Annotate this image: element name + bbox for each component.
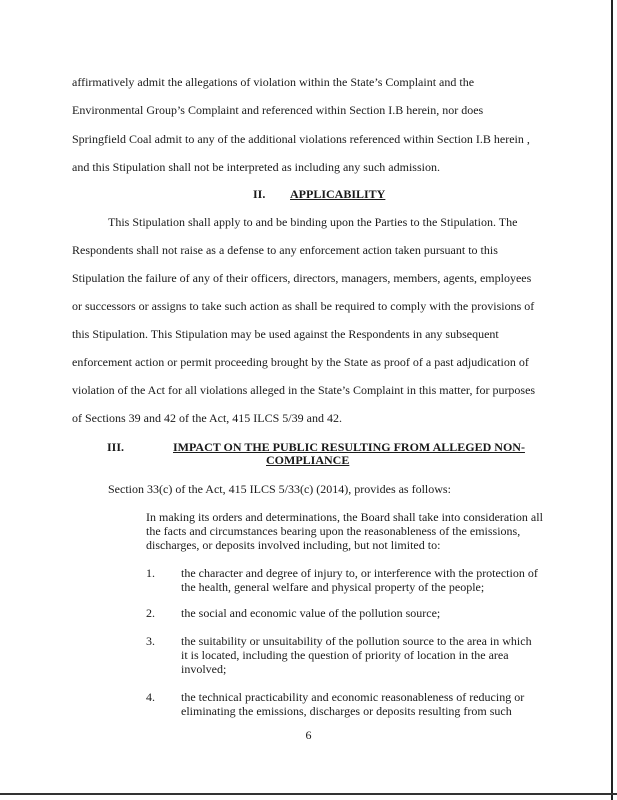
list-item-text: the technical practicability and economic reasonableness of reducing or eliminating the emissions, discharges or deposits resulting from such	[181, 690, 525, 718]
scan-edge-bottom	[0, 793, 617, 795]
paragraph-line: and this Stipulation shall not be interpreted as including any such admission.	[72, 160, 440, 174]
list-item-text: the social and economic value of the pollution source;	[181, 606, 441, 620]
section-iii-title-line2: COMPLIANCE	[266, 453, 350, 467]
section-iii-title-line1: IMPACT ON THE PUBLIC RESULTING FROM ALLEGED NON-	[173, 440, 525, 454]
paragraph-line: Respondents shall not raise as a defense to any enforcement action taken pursuant to this	[72, 243, 498, 257]
section-ii-title: APPLICABILITY	[290, 187, 386, 201]
list-item-number: 4.	[146, 690, 155, 704]
list-item-number: 2.	[146, 606, 155, 620]
paragraph-line: Stipulation the failure of any of their officers, directors, managers, members, agents, employees	[72, 271, 532, 285]
list-item-number: 1.	[146, 566, 155, 580]
section-iii-number: III.	[107, 440, 125, 454]
paragraph-line: Springfield Coal admit to any of the additional violations referenced within Section I.B herein ,	[72, 132, 530, 146]
list-item-text: the character and degree of injury to, or interference with the protection of the health, general welfare and physical property of the people;	[181, 566, 538, 594]
paragraph-line: or successors or assigns to take such action as shall be required to comply with the provisions of	[72, 299, 535, 313]
page-number: 6	[305, 728, 312, 742]
block-quote: In making its orders and determinations, the Board shall take into consideration all the facts and circumstances bearing upon the reasonableness of the emissions, discharges, or deposits involved including, but not limited to:	[146, 510, 543, 552]
paragraph-line: Environmental Group’s Complaint and referenced within Section I.B herein, nor does	[72, 103, 484, 117]
section-iii-intro: Section 33(c) of the Act, 415 ILCS 5/33(c) (2014), provides as follows:	[108, 482, 451, 496]
section-ii-number: II.	[253, 187, 266, 201]
paragraph-line: affirmatively admit the allegations of violation within the State’s Complaint and the	[72, 75, 475, 89]
paragraph-line: violation of the Act for all violations alleged in the State’s Complaint in this matter, for purposes	[72, 383, 536, 397]
list-item-number: 3.	[146, 634, 155, 648]
scan-edge-right	[611, 0, 613, 800]
paragraph-line: enforcement action or permit proceeding brought by the State as proof of a past adjudication of	[72, 355, 529, 369]
list-item-text: the suitability or unsuitability of the pollution source to the area in which it is located, including the question of priority of location in the area involved;	[181, 634, 532, 676]
paragraph-line: this Stipulation. This Stipulation may be used against the Respondents in any subsequent	[72, 327, 499, 341]
paragraph-line: of Sections 39 and 42 of the Act, 415 ILCS 5/39 and 42.	[72, 411, 342, 425]
paragraph-line: This Stipulation shall apply to and be binding upon the Parties to the Stipulation. The	[108, 215, 518, 229]
